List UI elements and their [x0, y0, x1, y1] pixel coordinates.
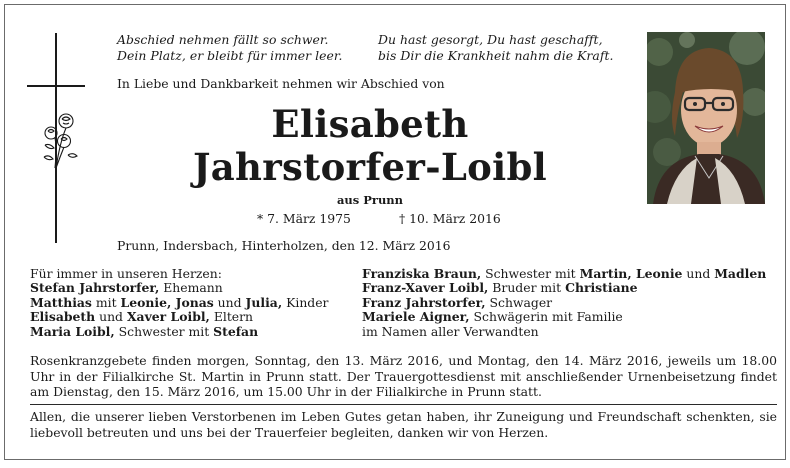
service-info: Rosenkranzgebete finden morgen, Sonntag, den 13. März 2016, und Montag, den 14. März 2016, jeweils um 18.00 Uhr in der Filialkirche St. Martin in Prunn statt. Der Trauergottesdienst mit anschließender Urnenbeisetzung findet am Dienstag, den 15. März 2016, um 15.00 Uhr in der Filialkirche in Prunn statt. — [30, 353, 777, 400]
poem-line: Dein Platz, er bleibt für immer leer. — [117, 47, 343, 63]
deceased-first-name: Elisabeth — [271, 102, 469, 146]
list-item: Franz Jahrstorfer, Schwager — [362, 294, 553, 310]
poem-line: Abschied nehmen fällt so schwer. — [117, 32, 329, 47]
poem-right — [378, 32, 628, 63]
list-item: Franz-Xaver Loibl, Bruder mit Christiane — [362, 280, 638, 296]
portrait-photo — [647, 32, 765, 204]
list-item: Matthias mit Leonie, Jonas und Julia, Kinder — [30, 294, 329, 310]
poem-line: bis Dir die Krankheit nahm die Kraft. — [378, 47, 614, 63]
mourners-right — [362, 267, 777, 339]
cross-with-roses-icon — [27, 33, 87, 245]
thanks-text: Allen, die unserer lieben Verstorbenen im Leben Gutes getan haben, ihr Zuneigung und Freundschaft schenkten, sie liebevoll betreuten und uns bei der Trauerfeier begleiten, danken wir von Herzen. — [30, 409, 777, 440]
death-date: † 10. März 2016 — [399, 211, 501, 226]
deceased-last-name: Jahrstorfer-Loibl — [192, 145, 548, 189]
list-item: im Namen aller Verwandten — [362, 323, 539, 339]
place-and-date: Prunn, Indersbach, Hinterholzen, den 12. März 2016 — [117, 238, 451, 253]
list-item: Maria Loibl, Schwester mit Stefan — [30, 323, 259, 339]
list-item: Elisabeth und Xaver Loibl, Eltern — [30, 309, 254, 325]
poem-left — [117, 32, 367, 63]
poem-line: Du hast gesorgt, Du hast geschafft, — [378, 32, 603, 47]
birth-date: * 7. März 1975 — [257, 211, 351, 226]
list-item: Franziska Braun, Schwester mit Martin, Leonie und Madlen — [362, 266, 767, 281]
obituary-notice — [4, 4, 786, 460]
mourners-left — [30, 267, 350, 339]
intro-text: In Liebe und Dankbarkeit nehmen wir Abschied von — [117, 76, 445, 91]
mourners-intro: Für immer in unseren Herzen: — [30, 266, 222, 281]
divider — [30, 404, 777, 405]
list-item: Stefan Jahrstorfer, Ehemann — [30, 280, 223, 296]
list-item: Mariele Aigner, Schwägerin mit Familie — [362, 309, 623, 325]
origin: aus Prunn — [336, 193, 404, 207]
